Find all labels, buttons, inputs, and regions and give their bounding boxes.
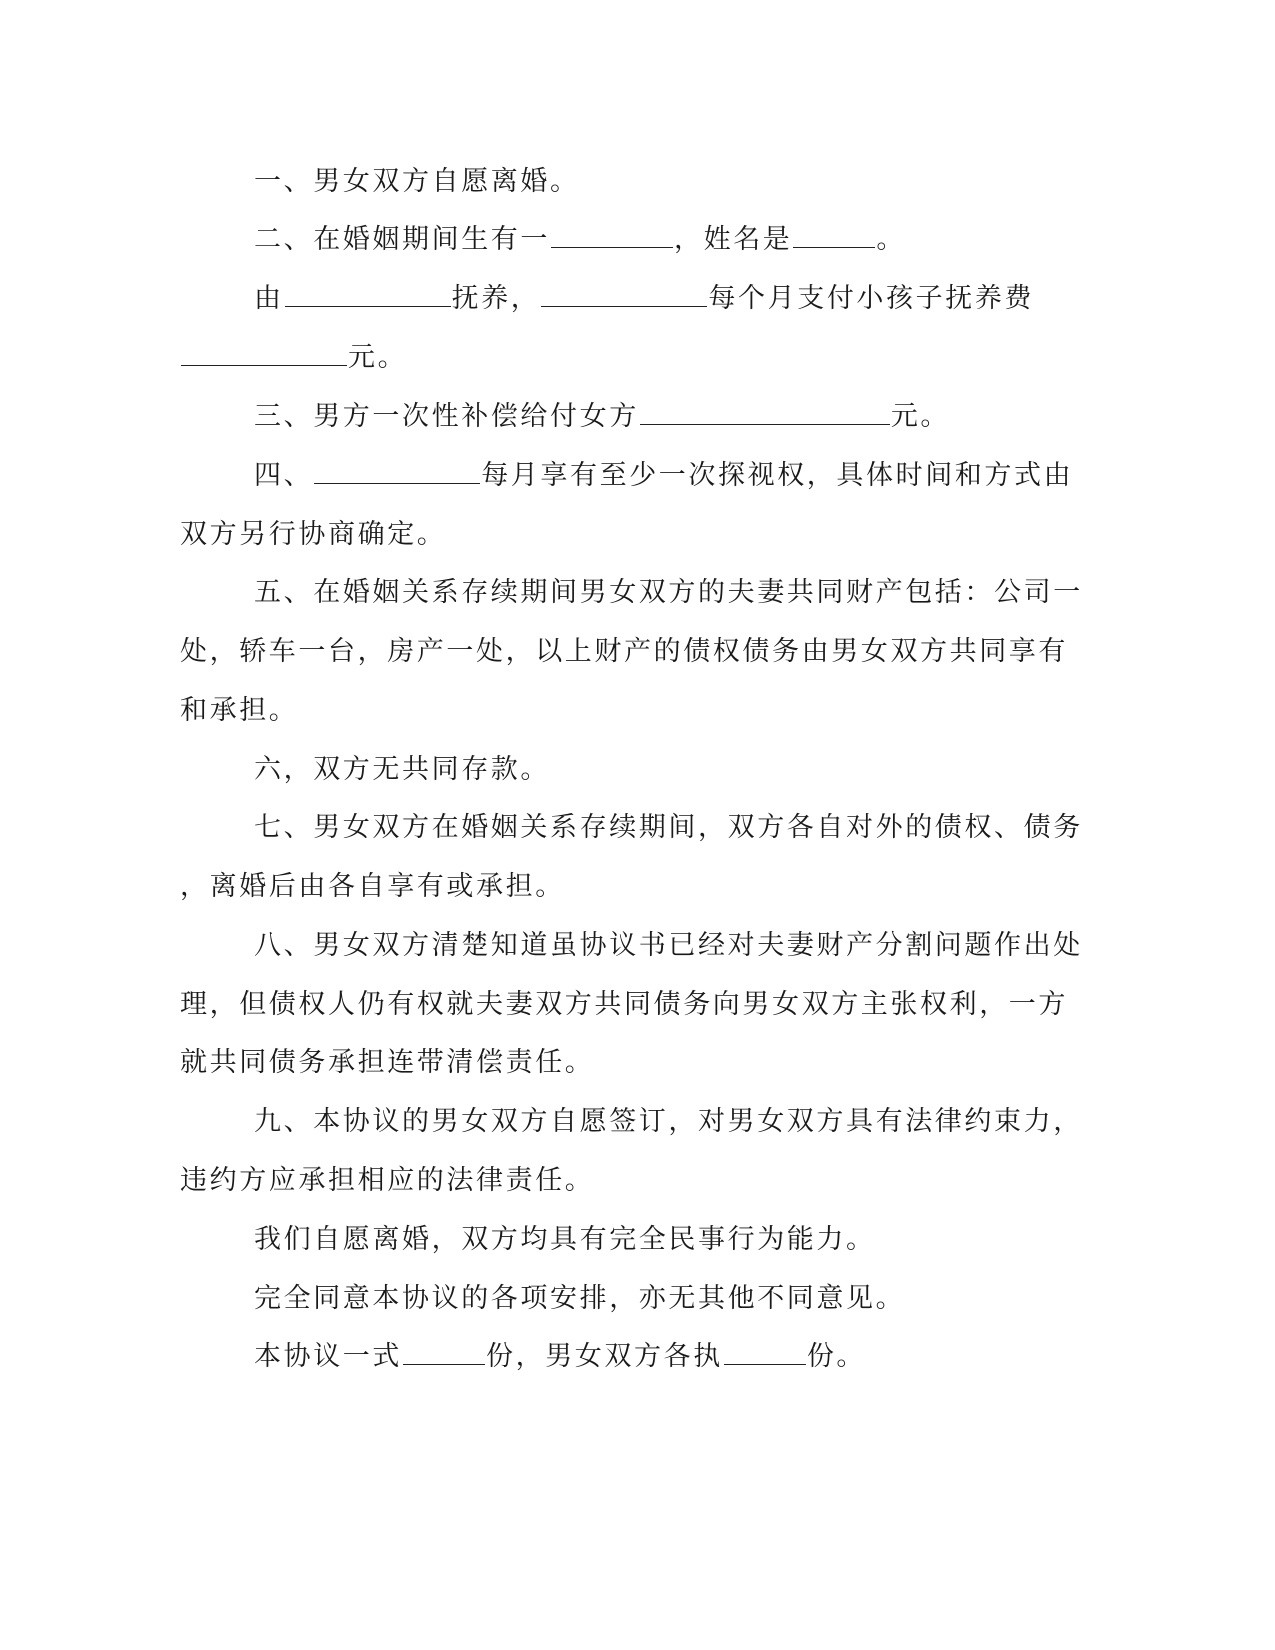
statement-1-text: 我们自愿离婚，双方均具有完全民事行为能力。 <box>254 1224 876 1255</box>
clause-8 <box>254 928 1083 964</box>
clause-2-text-a: 二、在婚姻期间生有一 <box>254 224 550 255</box>
compensation-blank <box>640 400 890 425</box>
custodian-blank <box>285 282 451 307</box>
custody-line <box>254 281 1034 317</box>
clause-8-cont-1-text: 理，但债权人仍有权就夫妻双方共同债务向男女双方主张权利，一方 <box>180 989 1068 1020</box>
total-copies-blank <box>403 1340 485 1365</box>
visitor-blank <box>314 459 480 484</box>
clause-7 <box>254 810 1083 846</box>
clause-1-text: 一、男女双方自愿离婚。 <box>254 166 580 197</box>
support-amount-unit: 元。 <box>348 342 408 373</box>
clause-8-cont-2 <box>180 1045 594 1081</box>
clause-2 <box>254 222 906 258</box>
clause-5-cont-2 <box>180 693 298 729</box>
clause-2-text-b: ，姓名是 <box>674 224 793 255</box>
clause-6 <box>254 752 550 788</box>
clause-1 <box>254 164 580 200</box>
clause-7-cont-text: ，离婚后由各自享有或承担。 <box>180 871 565 902</box>
clause-6-text: 六，双方无共同存款。 <box>254 754 550 785</box>
copies-text-c: 份。 <box>806 1341 867 1372</box>
clause-8-cont-2-text: 就共同债务承担连带清偿责任。 <box>180 1047 595 1078</box>
copies-text-a: 本协议一式 <box>254 1341 402 1372</box>
support-amount-line <box>180 340 407 376</box>
clause-4-cont <box>180 517 446 553</box>
clause-5-cont-1 <box>180 634 1068 670</box>
clause-9-cont-text: 违约方应承担相应的法律责任。 <box>180 1165 595 1196</box>
clause-9-cont <box>180 1163 594 1199</box>
clause-8-cont-1 <box>180 987 1068 1023</box>
clause-3-text: 三、男方一次性补偿给付女方 <box>254 401 639 432</box>
clause-5-cont-1-text: 处，轿车一台，房产一处，以上财产的债权债务由男女双方共同享有 <box>180 636 1068 667</box>
statement-2 <box>254 1281 905 1317</box>
copies-line <box>254 1339 866 1375</box>
clause-9 <box>254 1104 1083 1140</box>
custody-text-b: 抚养， <box>451 283 541 314</box>
clause-8-text: 八、男女双方清楚知道虽协议书已经对夫妻财产分割问题作出处 <box>254 930 1083 961</box>
clause-7-text: 七、男女双方在婚姻关系存续期间，双方各自对外的债权、债务 <box>254 812 1083 843</box>
statement-2-text: 完全同意本协议的各项安排，亦无其他不同意见。 <box>254 1283 906 1314</box>
custody-text-c: 每个月支付小孩子抚养费 <box>708 283 1035 314</box>
statement-1 <box>254 1222 876 1258</box>
custody-text-a: 由 <box>254 283 284 314</box>
clause-9-text: 九、本协议的男女双方自愿签订，对男女双方具有法律约束力， <box>254 1106 1083 1137</box>
payer-blank <box>541 282 707 307</box>
clause-4-cont-text: 双方另行协商确定。 <box>180 519 447 550</box>
clause-4-prefix: 四、 <box>254 460 314 491</box>
clause-5-text: 五、在婚姻关系存续期间男女双方的夫妻共同财产包括：公司一 <box>254 577 1083 608</box>
clause-5 <box>254 575 1083 611</box>
clause-7-cont <box>180 869 565 905</box>
each-copies-blank <box>724 1340 806 1365</box>
child-name-blank <box>793 223 875 248</box>
copies-text-b: 份，男女双方各执 <box>486 1341 723 1372</box>
clause-4 <box>254 458 1073 494</box>
clause-3 <box>254 399 950 435</box>
support-amount-blank <box>181 341 347 366</box>
child-count-blank <box>551 223 673 248</box>
clause-5-cont-2-text: 和承担。 <box>180 695 299 726</box>
clause-4-text: 每月享有至少一次探视权，具体时间和方式由 <box>481 460 1074 491</box>
clause-3-unit: 元。 <box>890 401 951 432</box>
clause-2-text-c: 。 <box>876 224 907 255</box>
